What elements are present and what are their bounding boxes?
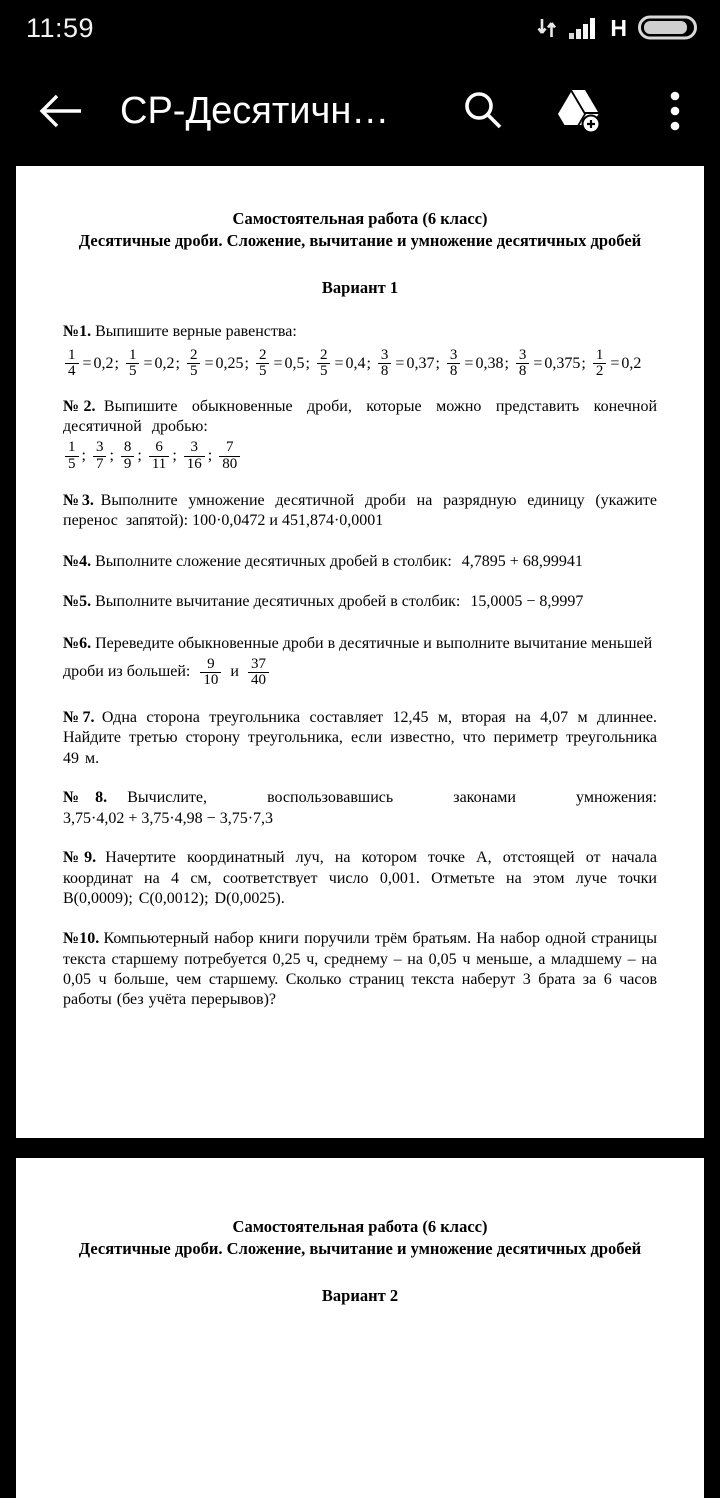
problem-4-number: №4. — [63, 552, 92, 570]
fraction: $\frac{37}{40}$ — [248, 657, 269, 689]
problem-2-fractions: $\frac{1}{5}$ ; $\frac{3}{7}$ ; $\frac{8}{9}$ ; $\frac{6}{11}$ ; $\frac{3}{16}$ ; $\frac{7}{80}$ — [63, 440, 657, 472]
fraction: $\frac{8}{9}$ — [121, 440, 135, 472]
problem-4-text: Выполните сложение десятичных дробей в столбик: — [95, 552, 452, 570]
problem-1-number: №1. — [63, 322, 92, 340]
doc2-variant-label: Вариант 2 — [321, 1285, 399, 1305]
document-page-1 — [16, 166, 704, 1138]
equality-item: $\frac{1}{5}$ = 0,2 ; — [124, 348, 185, 380]
problem-7-number: №7. — [63, 709, 95, 727]
problem-5-expression: 15,0005 − 8,9997 — [470, 592, 584, 610]
page-separator — [0, 1138, 720, 1158]
equality-item: $\frac{3}{8}$ = 0,38 ; — [445, 348, 514, 380]
problem-9-text: Начертите координатный луч, на котором точке А, отстоящей от начала координат на 4 см, соответствует число 0,001. Отметьте на этом луче точки B(0,0009); C(0,0012); D(0,0025). — [63, 849, 657, 908]
page-title: СР-Десятичн… — [120, 89, 390, 132]
fraction: $\frac{7}{80}$ — [219, 440, 240, 472]
status-icons — [536, 14, 698, 42]
equality-item: $\frac{2}{5}$ = 0,4 ; — [315, 348, 376, 380]
problem-10-number: №10. — [63, 930, 100, 948]
problem-7 — [63, 708, 657, 769]
fraction: $\frac{9}{10}$ — [200, 657, 221, 689]
problem-3-expression: 100·0,0472 и 451,874·0,0001 — [192, 512, 384, 530]
status-bar — [0, 0, 720, 56]
problem-5-number: №5. — [63, 592, 92, 610]
conjunction: и — [230, 663, 239, 681]
equality-item: $\frac{3}{8}$ = 0,375 ; — [514, 348, 591, 380]
network-type-label: H — [610, 14, 627, 41]
problem-3-text: Выполните умножение десятичной дроби на разрядную единицу (укажите перенос запятой): — [63, 492, 658, 530]
problem-7-text: Одна сторона треугольника составляет 12,45 м, вторая на 4,07 м длиннее. Найдите третью сторону треугольника, если известно, что периметр треугольника 49 м. — [63, 709, 658, 767]
problem-6 — [63, 634, 657, 654]
problem-9-number: №9. — [63, 849, 97, 867]
problem-4-expression: 4,7895 + 68,99941 — [461, 552, 583, 570]
problem-8-number: №8. — [63, 789, 108, 807]
problem-6-text: Переведите обыкновенные дроби в десятичные и выполните вычитание меньшей — [95, 635, 653, 653]
problem-4 — [63, 552, 657, 572]
problem-2-number: №2. — [63, 397, 96, 415]
signal-bars-icon — [569, 16, 599, 40]
doc2-title-line-1: Самостоятельная работа (6 класс) — [232, 1217, 488, 1236]
problem-8-text: Вычислите, воспользовавшись законами умножения: — [127, 789, 658, 807]
equality-item: $\frac{2}{5}$ = 0,5 ; — [254, 348, 315, 380]
add-to-drive-icon[interactable] — [548, 80, 610, 142]
equality-item: $\frac{3}{8}$ = 0,37 ; — [376, 348, 445, 380]
problem-1-equalities — [63, 348, 657, 380]
problem-8-expression: 3,75·4,02 + 3,75·4,98 − 3,75·7,3 — [63, 810, 274, 828]
document-viewport[interactable] — [0, 166, 720, 1305]
doc-title-line-2: Десятичные дроби. Сложение, вычитание и умножение десятичных дробей — [78, 230, 642, 250]
document-page-2 — [16, 1158, 704, 1498]
equality-item: $\frac{1}{4}$ = 0,2 ; — [63, 348, 124, 380]
fraction: $\frac{6}{11}$ — [149, 440, 169, 472]
fraction: $\frac{1}{5}$ — [65, 440, 79, 472]
more-options-icon[interactable] — [644, 80, 706, 142]
data-transfer-icon — [536, 16, 558, 40]
problem-5-text: Выполните вычитание десятичных дробей в столбик: — [95, 592, 461, 610]
problem-6-fractions — [63, 657, 657, 689]
problem-10-text: Компьютерный набор книги поручили трём братьям. На набор одной страницы текста старшему потребуется 0,25 ч, среднему – на 0,05 ч меньше, а младшему – на 0,05 ч больше, чем старшему. Сколько страниц текста наберут 3 брата за 6 часов работы (без учёта перерывов)? — [63, 930, 657, 1009]
back-button[interactable] — [30, 80, 92, 142]
problem-1 — [63, 322, 657, 342]
doc-variant-label: Вариант 1 — [321, 277, 399, 297]
problem-3 — [63, 491, 657, 532]
doc2-title-line-2: Десятичные дроби. Сложение, вычитание и умножение десятичных дробей — [78, 1238, 642, 1258]
fraction: $\frac{3}{16}$ — [184, 440, 205, 472]
doc-title-line-1: Самостоятельная работа (6 класс) — [232, 209, 488, 228]
problem-6-number: №6. — [63, 635, 92, 653]
problem-5 — [63, 592, 657, 612]
problem-9 — [63, 848, 657, 909]
problem-2-text: Выпишите обыкновенные дроби, которые можно представить конечной десятичной дробью: — [63, 397, 658, 436]
search-icon[interactable] — [452, 80, 514, 142]
equality-item: $\frac{2}{5}$ = 0,25 ; — [185, 348, 254, 380]
problem-2 — [63, 397, 657, 438]
problem-1-text: Выпишите верные равенства: — [95, 322, 297, 340]
problem-10 — [63, 929, 657, 1010]
battery-icon — [638, 14, 698, 42]
problem-8 — [63, 788, 657, 808]
problem-3-number: №3. — [63, 492, 94, 509]
problem-6-trailing-label: дроби из большей: — [63, 663, 191, 681]
fraction: $\frac{3}{7}$ — [93, 440, 107, 472]
app-toolbar — [0, 56, 720, 166]
equality-item: $\frac{1}{2}$ = 0,2 — [591, 348, 642, 380]
status-clock: 11:59 — [26, 12, 95, 43]
